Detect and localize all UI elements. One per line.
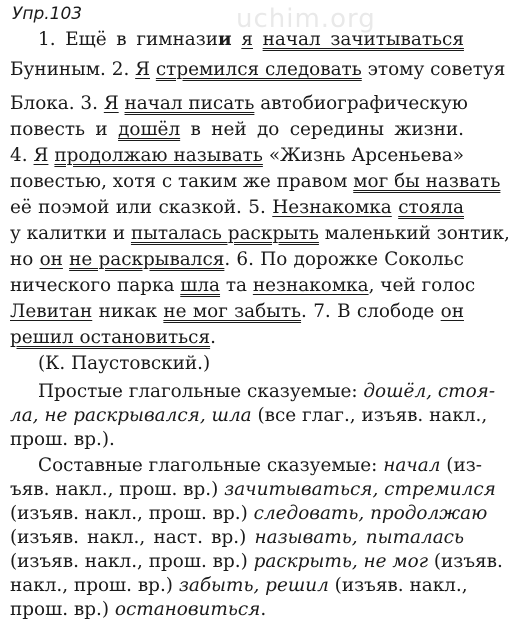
analysis-line: ъяв. накл., прош. вр.) зачитываться, стремился [10, 479, 496, 500]
analysis-line: (изъяв. накл., наст. вр.) называть, пыталась [10, 527, 464, 548]
subject: Я [135, 59, 150, 80]
analysis-line: накл., прош. вр.) забыть, решил (изъяв. накл., [10, 575, 468, 596]
predicate: не мог забыть [163, 301, 302, 322]
predicate: начал зачитываться [262, 29, 464, 50]
text-line: её поэмой или сказкой. 5. Незнакомка стояла [10, 197, 464, 218]
analysis-line: прош. вр.) остановиться. [10, 599, 267, 620]
predicate: мог бы назвать [353, 171, 501, 192]
predicate: продолжаю называть [54, 145, 263, 166]
text-line: Блока. 3. Я начал писать автобиографическую [10, 93, 468, 114]
text-line: у калитки и пыталась раскрыть маленький зонтик, [10, 223, 510, 244]
text-run: 1. Ещё в гимнази [38, 29, 219, 50]
analysis-line: Простые глагольные сказуемые: дошёл, стоя- [38, 381, 496, 402]
exercise-title: Упр.103 [12, 4, 83, 24]
author-line: (К. Паустовский.) [38, 353, 211, 374]
text-line: Левитан никак не мог забыть. 7. В слободе он [10, 301, 464, 322]
text-line: решил остановиться. [10, 327, 216, 348]
predicate: начал писать [124, 93, 255, 114]
text-run: и [218, 29, 232, 50]
watermark: uchim.org [236, 4, 376, 34]
subject: Я [33, 145, 49, 166]
predicate: стояла [398, 197, 464, 218]
subject: Я [103, 93, 119, 114]
predicate: стремился следовать [155, 59, 362, 80]
text-line: повестью, хотя с таким же правом мог бы назвать [10, 171, 501, 192]
text-line: Буниным. 2. Я стремился следовать этому советуя [10, 59, 506, 80]
subject: Левитан [10, 301, 93, 322]
text-line: 4. Я продолжаю называть «Жизнь Арсеньева» [10, 145, 464, 166]
text-line [0, 28, 464, 52]
subject: он [440, 301, 464, 322]
text-line: нического парка шла та незнакомка, чей голос [10, 275, 476, 296]
analysis-line: Составные глагольные сказуемые: начал (из- [38, 455, 482, 476]
predicate: не раскрывался [69, 249, 225, 270]
subject: я [241, 29, 253, 50]
predicate: пыталась раскрыть [130, 223, 319, 244]
predicate: шла [180, 275, 221, 296]
predicate: дошёл [118, 119, 181, 140]
subject: он [39, 249, 63, 270]
analysis-line: (изъяв. накл., прош. вр.) следовать, продолжаю [10, 503, 488, 524]
subject: Незнакомка [272, 197, 392, 218]
text-line: но он не раскрывался. 6. По дорожке Сокольс [10, 249, 464, 270]
analysis-line: (изъяв. накл., прош. вр.) раскрыть, не мог (изъяв. [10, 551, 503, 572]
predicate: решил остановиться [10, 327, 211, 348]
analysis-line: прош. вр.). [10, 429, 115, 450]
analysis-line: ла, не раскрывался, шла (все глаг., изъяв. накл., [10, 405, 488, 426]
text-line: повесть и дошёл в ней до середины жизни. [10, 119, 464, 140]
subject: незнакомка [252, 275, 369, 296]
